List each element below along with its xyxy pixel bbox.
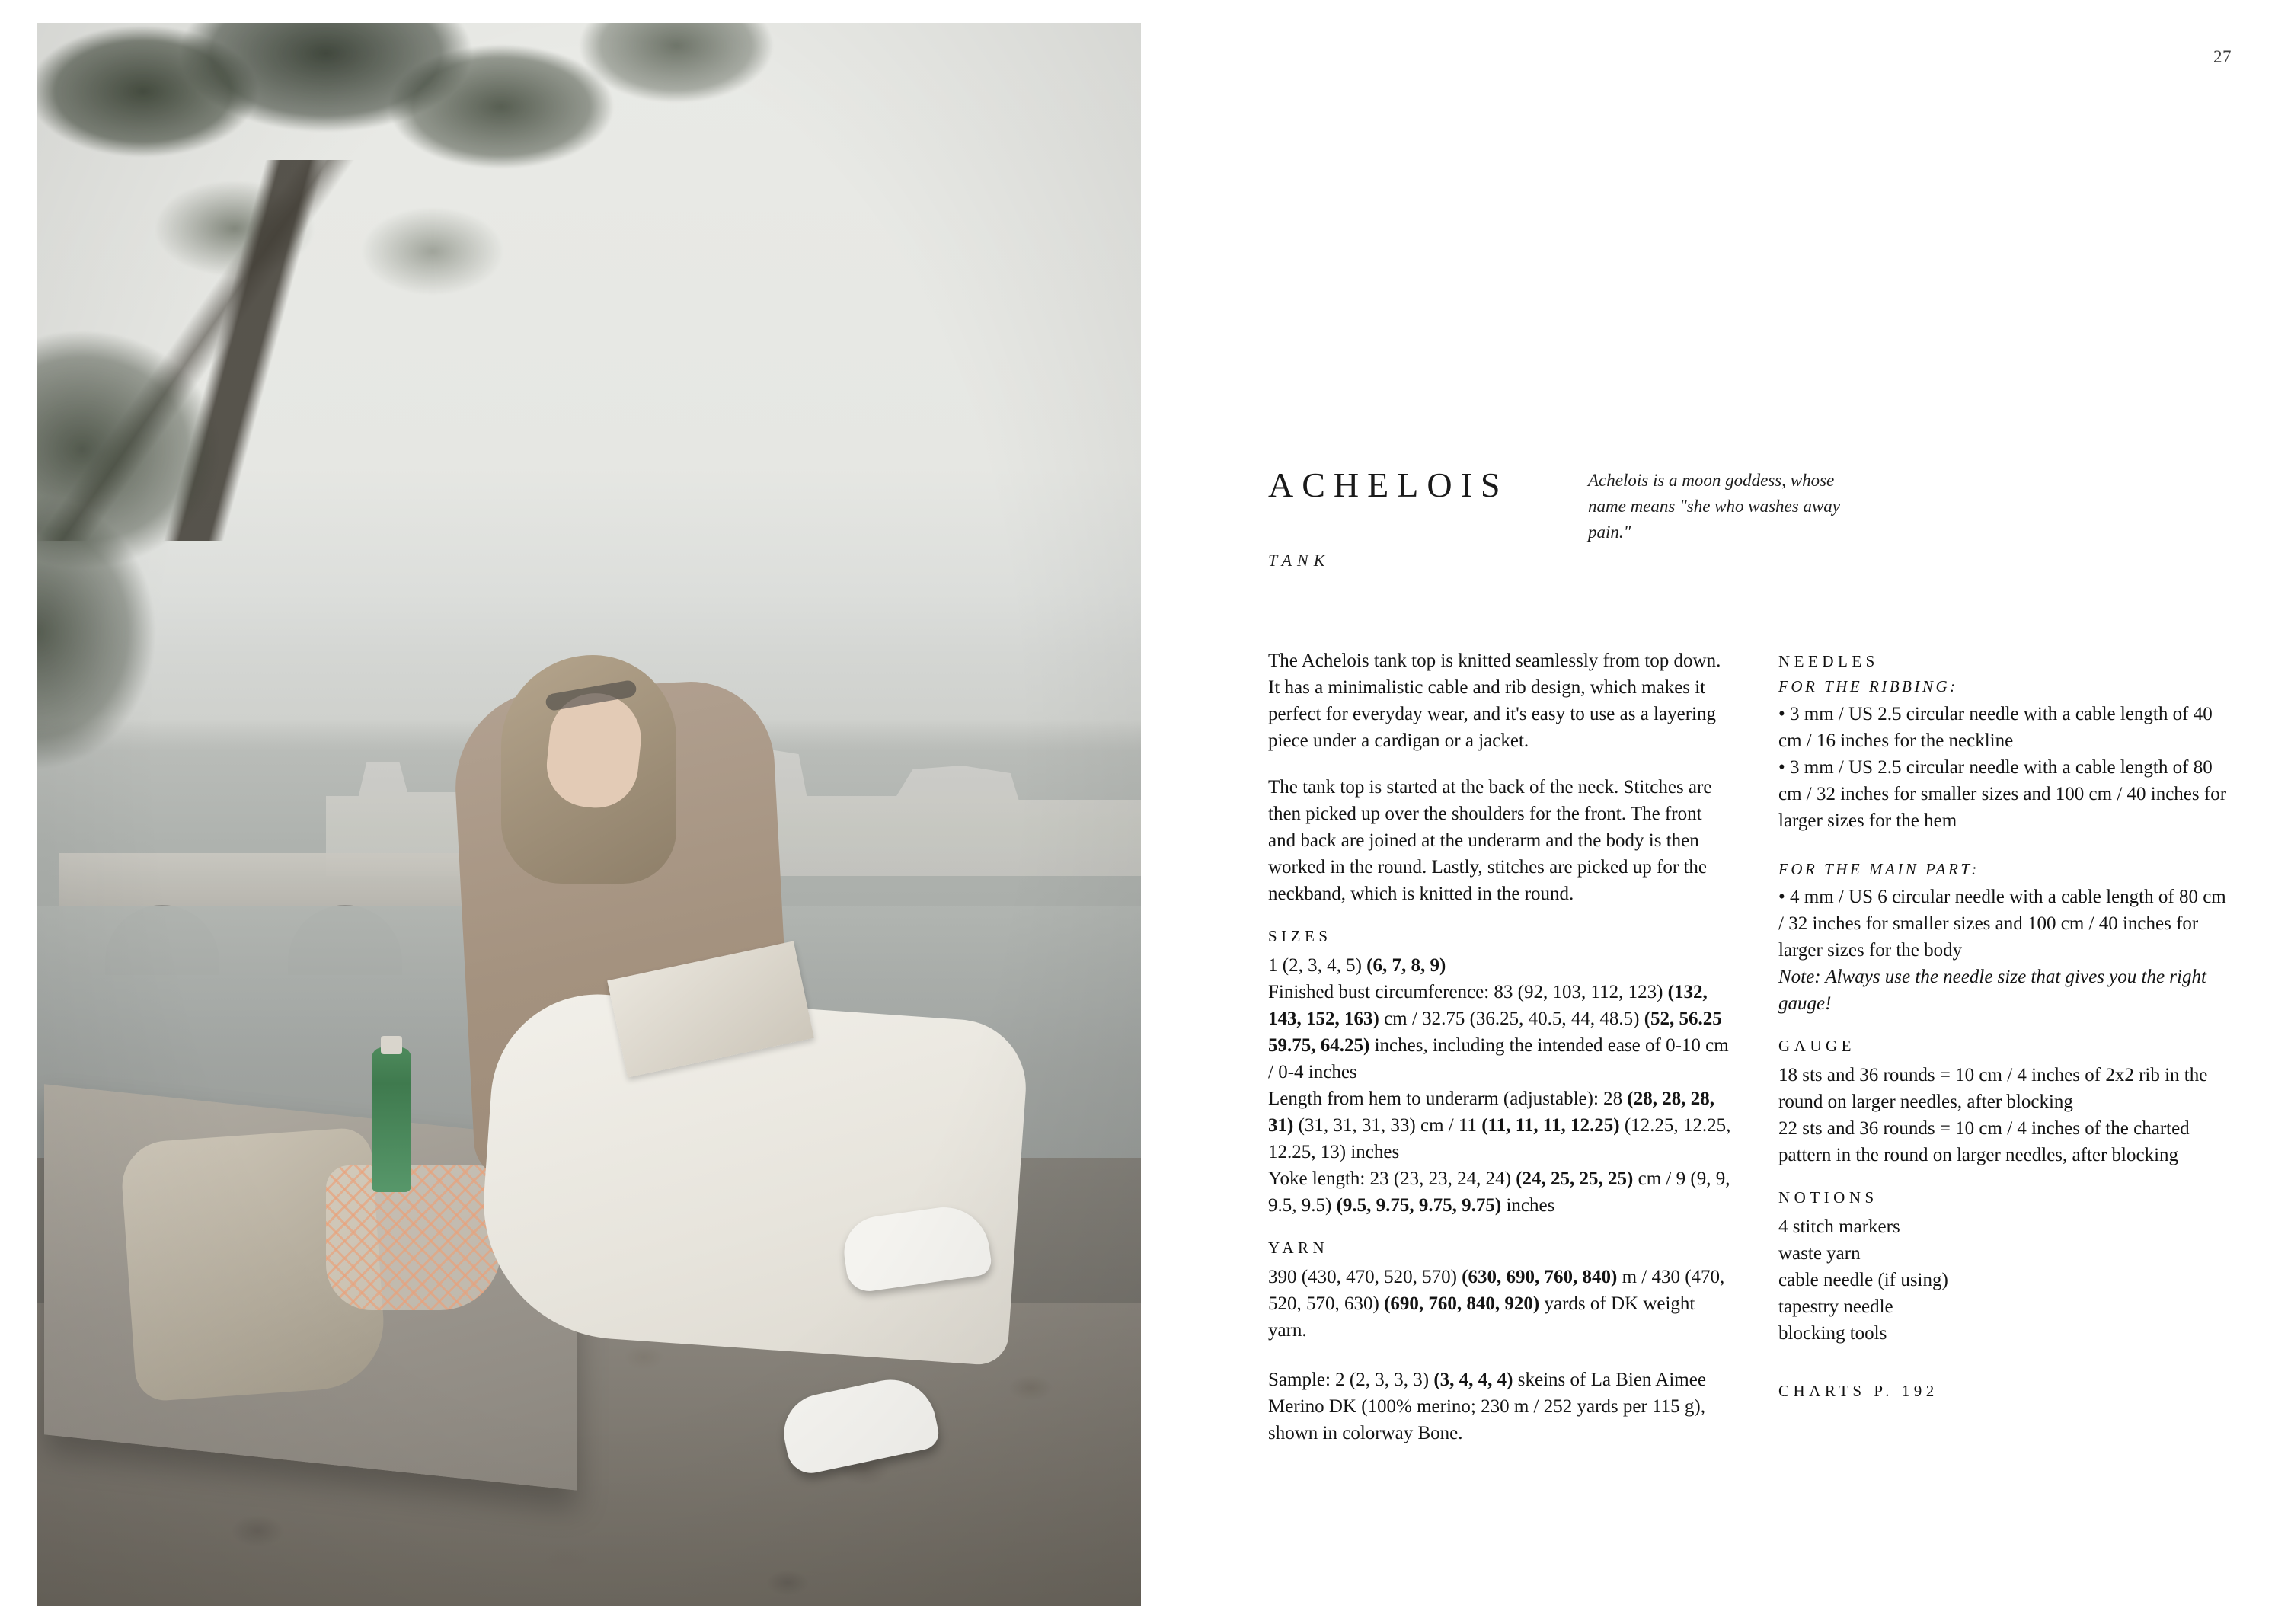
- title-block: [1268, 465, 2258, 571]
- pattern-subtitle: TANK: [1268, 551, 1331, 570]
- needles-heading: NEEDLES: [1778, 652, 1879, 670]
- page-number: 27: [2213, 47, 2232, 66]
- bottle-cap: [381, 1036, 402, 1054]
- sizes-bust: Finished bust circumference: 83 (92, 103, 112, 123) (132, 143, 152, 163) cm / 32.75 (36.25, 40.5, 44, 48.5) (52, 56.25 59.75, 64.25) inches, including the intended ease of 0-10 cm / 0-4 inches: [1268, 982, 1729, 1082]
- needles-ribbing-subheading: FOR THE RIBBING:: [1778, 677, 1958, 695]
- intro-paragraph-2: The tank top is started at the back of the neck. Stitches are then picked up over the shoulders for the front. The front and back are joined at the underarm and the body is then worked in the round. Lastly, stitches are picked up for the neckband, which is knitted in the round.: [1268, 777, 1712, 904]
- notion-item: waste yarn: [1778, 1243, 1861, 1264]
- sizes-hem-to-underarm: Length from hem to underarm (adjustable): 28 (28, 28, 28, 31) (31, 31, 31, 33) cm / 11 (11, 11, 11, 12.25) (12.25, 12.25, 12.25, 13) inches: [1268, 1089, 1731, 1162]
- notion-item: 4 stitch markers: [1778, 1216, 1900, 1237]
- gauge-heading: GAUGE: [1778, 1037, 1855, 1055]
- gauge-line-2: 22 sts and 36 rounds = 10 cm / 4 inches of the charted pattern in the round on larger needles, after blocking: [1778, 1118, 2190, 1165]
- notions-heading: NOTIONS: [1778, 1188, 1878, 1207]
- needles-main-item-1: • 4 mm / US 6 circular needle with a cable length of 80 cm / 32 inches for smaller sizes and 100 cm / 40 inches for larger sizes for the body: [1778, 887, 2226, 961]
- tree-foliage-left: [37, 312, 341, 785]
- yarn-amount: 390 (430, 470, 520, 570) (630, 690, 760, 840) m / 430 (470, 520, 570, 630) (690, 760, 840, 920) yards of DK weight yarn.: [1268, 1267, 1725, 1341]
- sizes-yoke-length: Yoke length: 23 (23, 23, 24, 24) (24, 25, 25, 25) cm / 9 (9, 9, 9.5, 9.5) (9.5, 9.75, 9.75, 9.75) inches: [1268, 1168, 1730, 1216]
- right-text-column: [1778, 647, 2235, 1447]
- needles-ribbing-item-1: • 3 mm / US 2.5 circular needle with a cable length of 40 cm / 16 inches for the neckline: [1778, 704, 2213, 751]
- notion-item: cable needle (if using): [1778, 1270, 1948, 1290]
- mesh-bag: [326, 1165, 501, 1310]
- needles-ribbing-item-2: • 3 mm / US 2.5 circular needle with a cable length of 80 cm / 32 inches for smaller sizes and 100 cm / 40 inches for larger sizes for the hem: [1778, 757, 2227, 831]
- left-text-column: [1268, 647, 1733, 1447]
- notion-item: tapestry needle: [1778, 1296, 1893, 1317]
- gauge-line-1: 18 sts and 36 rounds = 10 cm / 4 inches of 2x2 rib in the round on larger needles, after blocking: [1778, 1065, 2208, 1112]
- sizes-heading: SIZES: [1268, 927, 1332, 945]
- intro-paragraph-1: The Achelois tank top is knitted seamlessly from top down. It has a minimalistic cable and rib design, which makes it perfect for everyday wear, and it's easy to use as a layering piece under a cardigan or a jacket.: [1268, 651, 1721, 751]
- yarn-sample: Sample: 2 (2, 3, 3, 3) (3, 4, 4, 4) skeins of La Bien Aimee Merino DK (100% merino; 230 m / 252 yards per 115 g), shown in colorway Bone.: [1268, 1370, 1706, 1443]
- notion-item: blocking tools: [1778, 1323, 1887, 1344]
- photo-background: [37, 23, 1141, 1606]
- charts-reference: CHARTS P. 192: [1778, 1382, 1938, 1400]
- needles-note: Note: Always use the needle size that gives you the right gauge!: [1778, 967, 2206, 1014]
- yarn-heading: YARN: [1268, 1239, 1329, 1257]
- sizes-list: 1 (2, 3, 4, 5) (6, 7, 8, 9): [1268, 955, 1446, 976]
- pattern-photo: [37, 23, 1141, 1606]
- page-title: ACHELOIS: [1268, 465, 1509, 504]
- pattern-text-column: [1268, 0, 2258, 1624]
- two-column-body: [1268, 647, 2258, 1447]
- water-bottle: [372, 1047, 411, 1192]
- pattern-name-note: Achelois is a moon goddess, whose name means "she who washes away pain.": [1588, 471, 1840, 542]
- needles-main-subheading: FOR THE MAIN PART:: [1778, 860, 1979, 878]
